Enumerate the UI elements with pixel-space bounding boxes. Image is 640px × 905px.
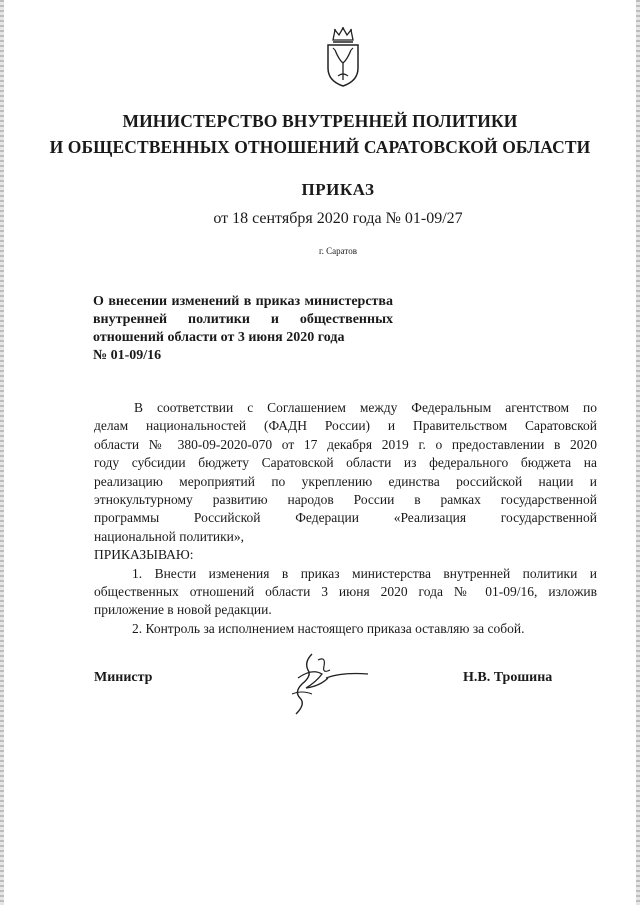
signer-position: Министр (94, 670, 153, 685)
ministry-name-line2: И ОБЩЕСТВЕННЫХ ОТНОШЕНИЙ САРАТОВСКОЙ ОБЛАСТИ (49, 137, 591, 157)
order-title: ПРИКАЗ (301, 180, 375, 199)
preamble-line: национальной политики», (94, 528, 245, 544)
handwritten-signature (282, 648, 370, 718)
signer-name: Н.В. Трошина (463, 670, 553, 685)
preamble-line: программы Российской Федерации «Реализация государственной (94, 510, 597, 526)
ministry-name-line1: МИНИСТЕРСТВО ВНУТРЕННЕЙ ПОЛИТИКИ (122, 111, 518, 131)
preamble-line: области № 380-09-2020-070 от 17 декабря 2019 г. о предоставлении в 2020 (94, 436, 597, 452)
ministry-name (0, 108, 640, 160)
preamble-line: В соответствии с Соглашением между Федеральным агентством по (134, 400, 597, 415)
order-city: г. Саратов (319, 246, 357, 256)
subject-line: № 01-09/16 (93, 348, 162, 363)
order-body (94, 399, 597, 638)
saratov-coat-of-arms-icon (324, 26, 362, 88)
order-date: от 18 сентября 2020 года № 01-09/27 (213, 210, 463, 227)
item1-line: общественных отношений области 3 июня 2020 года № 01-09/16, изложив (94, 584, 597, 600)
item2-line: 2. Контроль за исполнением настоящего приказа оставляю за собой. (132, 620, 525, 636)
subject-line: О внесении изменений в приказ министерства (93, 294, 393, 309)
item1-line: приложение в новой редакции. (94, 602, 272, 618)
subject-line: отношений области от 3 июня 2020 года (93, 330, 345, 345)
order-word: ПРИКАЗЫВАЮ: (94, 547, 194, 563)
preamble-line: году субсидии бюджету Саратовской области из федерального бюджета на (94, 455, 597, 471)
subject-line: внутренней политики и общественных (93, 312, 393, 327)
order-subject (93, 293, 393, 365)
preamble-line: реализацию мероприятий по укреплению единства российской нации и (94, 473, 597, 489)
item1-line: 1. Внести изменения в приказ министерства внутренней политики и (132, 565, 597, 581)
preamble-line: делам национальностей (ФАДН России) и Правительством Саратовской (94, 418, 597, 434)
preamble-line: этнокультурному развитию народов России в рамках государственной (94, 492, 597, 508)
